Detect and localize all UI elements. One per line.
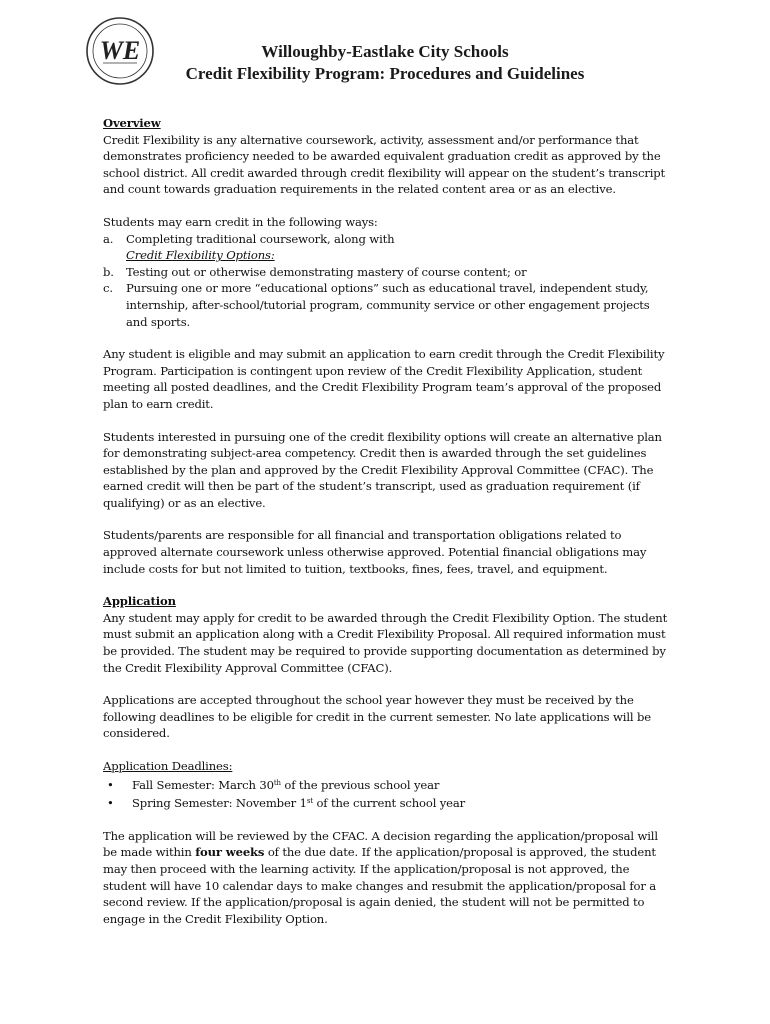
bullet-icon: • <box>107 796 114 811</box>
overview-paragraph-2: Any student is eligible and may submit an application to earn credit through the Credit Flexibility Program. Participation is contingent upon review of the Credit Flexibility Application, student meeting all posted deadlines, and the Credit Flexibility Program team’s approval of the proposed plan to earn credit. <box>103 347 665 411</box>
list-item-text: Completing traditional coursework, along with <box>126 231 395 246</box>
document-title: Credit Flexibility Program: Procedures and Guidelines <box>185 64 585 83</box>
deadline-text-post: of the previous school year <box>280 777 440 792</box>
overview-heading: Overview <box>103 116 161 130</box>
ordinal-suffix: st <box>306 797 313 806</box>
document-body <box>103 115 673 927</box>
list-item <box>103 264 673 281</box>
list-item-text: Pursuing one or more “educational options” such as educational travel, independent study, internship, after-school/tutorial program, community service or other engagement projects and sports. <box>126 281 650 329</box>
list-item <box>103 231 673 264</box>
application-paragraph-3 <box>103 828 673 928</box>
list-item-text: Testing out or otherwise demonstrating mastery of course content; or <box>126 264 527 279</box>
document-header <box>130 41 640 85</box>
list-marker: c. <box>103 281 113 296</box>
deadlines-heading: Application Deadlines: <box>103 759 233 773</box>
overview-paragraph-3: Students interested in pursuing one of the credit flexibility options will create an alternative plan for demonstrating subject-area competency. Credit then is awarded through the set guidelines established by the plan and approved by the Credit Flexibility Approval Committee (CFAC). The earned credit will then be part of the student’s transcript, used as graduation requirement (if qualifying) or as an elective. <box>103 429 662 510</box>
list-item <box>103 777 673 794</box>
list-item <box>103 795 673 812</box>
ways-intro: Students may earn credit in the following ways: <box>103 214 378 229</box>
review-text-post: of the due date. If the application/proposal is approved, the student may then proceed with the learning activity. If the application/proposal is not approved, the student will have 10 calendar days to make changes and resubmit the application/proposal for a second review. If the application/proposal is again denied, the student will not be permitted to engage in the Credit Flexibility Option. <box>103 845 657 926</box>
application-heading: Application <box>103 594 176 609</box>
district-name: Willoughby-Eastlake City Schools <box>261 42 509 61</box>
list-marker: a. <box>103 231 114 246</box>
review-text-pre: The application will be reviewed by the CFAC. A decision regarding the application/proposal will be made within <box>103 828 658 860</box>
list-item <box>103 280 673 330</box>
review-period: four weeks <box>195 845 265 860</box>
deadlines-list <box>103 777 673 812</box>
application-paragraph-2: Applications are accepted throughout the school year however they must be received by the following deadlines to be eligible for credit in the current semester. No late applications will be considered. <box>103 693 651 741</box>
deadline-text-pre: Fall Semester: March 30 <box>132 777 274 792</box>
ways-list <box>103 231 673 331</box>
credit-flex-options-link: Credit Flexibility Options: <box>126 248 275 263</box>
deadline-text-post: of the current school year <box>312 796 466 811</box>
list-marker: b. <box>103 264 114 279</box>
ordinal-suffix: th <box>273 778 281 787</box>
deadline-text-pre: Spring Semester: November 1 <box>132 796 307 811</box>
logo-monogram: WE <box>99 36 141 65</box>
overview-paragraph-1: Credit Flexibility is any alternative coursework, activity, assessment and/or performance that demonstrates proficiency needed to be awarded equivalent graduation credit as approved by the school district. All credit awarded through credit flexibility will appear on the student’s transcript and count towards graduation requirements in the related content area or as an elective. <box>103 132 666 197</box>
application-paragraph-1: Any student may apply for credit to be awarded through the Credit Flexibility Option. The student must submit an application along with a Credit Flexibility Proposal. All required information must be provided. The student may be required to provide supporting documentation as determined by the Credit Flexibility Approval Committee (CFAC). <box>103 610 668 675</box>
bullet-icon: • <box>107 777 114 792</box>
overview-paragraph-4: Students/parents are responsible for all financial and transportation obligations related to approved alternate coursework unless otherwise approved. Potential financial obligations may include costs for but not limited to tuition, textbooks, fines, fees, travel, and equipment. <box>103 528 647 576</box>
